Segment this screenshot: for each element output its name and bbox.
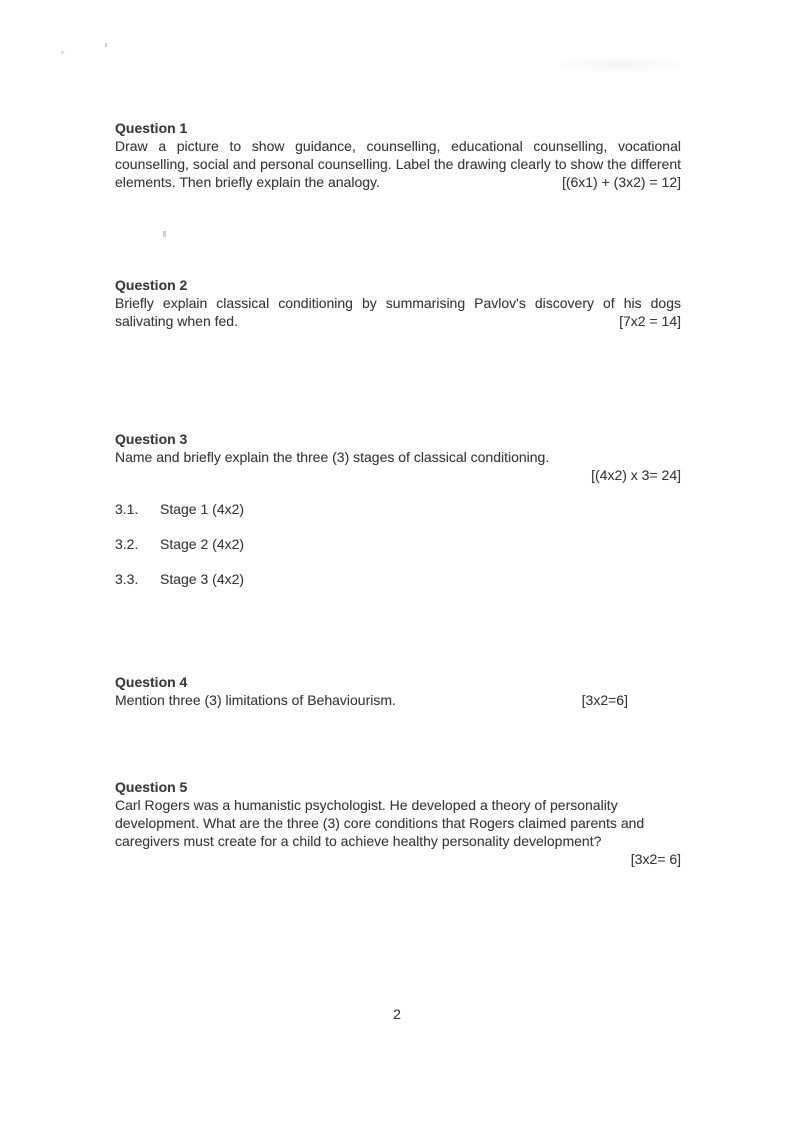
question-1-heading: Question 1 — [115, 120, 188, 136]
subitem-3-1-number: 3.1. — [115, 501, 139, 517]
question-5-heading: Question 5 — [115, 779, 188, 795]
question-3-marks: [(4x2) x 3= 24] — [591, 467, 681, 483]
scan-speck — [163, 231, 166, 237]
question-3-body: Name and briefly explain the three (3) stages of classical conditioning. — [115, 449, 550, 465]
question-4-heading: Question 4 — [115, 674, 188, 690]
question-5-block — [115, 778, 681, 868]
question-2-block — [115, 276, 681, 330]
subitem-3-2 — [115, 535, 681, 553]
question-3-block — [115, 430, 681, 484]
subitem-3-3-number: 3.3. — [115, 571, 139, 587]
question-2-heading: Question 2 — [115, 277, 188, 293]
question-2-text: Briefly explain classical conditioning by summarising Pavlov's discovery of his dogs salivating when fed. — [115, 295, 681, 329]
question-1-marks: [(6x1) + (3x2) = 12] — [561, 174, 681, 190]
question-1-body — [115, 137, 681, 191]
question-5-body: Carl Rogers was a humanistic psychologist. He developed a theory of personality development. What are the three (3) core conditions that Rogers claimed parents and caregivers must create for a child to achieve healthy personality development? — [115, 797, 645, 849]
scan-speck — [60, 50, 64, 54]
subitem-3-3-label: Stage 3 (4x2) — [160, 571, 245, 587]
question-1-block — [115, 119, 681, 191]
question-4-marks: [3x2=6] — [581, 692, 628, 708]
question-3-subitems — [115, 500, 681, 605]
question-3-heading: Question 3 — [115, 431, 188, 447]
scan-smudge — [560, 58, 680, 72]
subitem-3-1 — [115, 500, 681, 518]
question-4-block — [115, 673, 681, 709]
subitem-3-2-number: 3.2. — [115, 536, 139, 552]
subitem-3-3 — [115, 570, 681, 588]
scan-speck — [105, 43, 108, 47]
subitem-3-1-label: Stage 1 (4x2) — [160, 501, 245, 517]
question-2-marks: [7x2 = 14] — [619, 313, 681, 329]
question-1-text: Draw a picture to show guidance, counselling, educational counselling, vocational counselling, social and personal counselling. Label the drawing clearly to show the different elements. Then briefly explain the analogy. — [115, 138, 681, 190]
question-5-marks: [3x2= 6] — [630, 851, 681, 867]
question-4-text: Mention three (3) limitations of Behaviourism. — [115, 692, 396, 708]
question-4-body — [115, 691, 681, 709]
subitem-3-2-label: Stage 2 (4x2) — [160, 536, 245, 552]
question-2-body — [115, 294, 681, 330]
page-number: 2 — [393, 1006, 401, 1022]
